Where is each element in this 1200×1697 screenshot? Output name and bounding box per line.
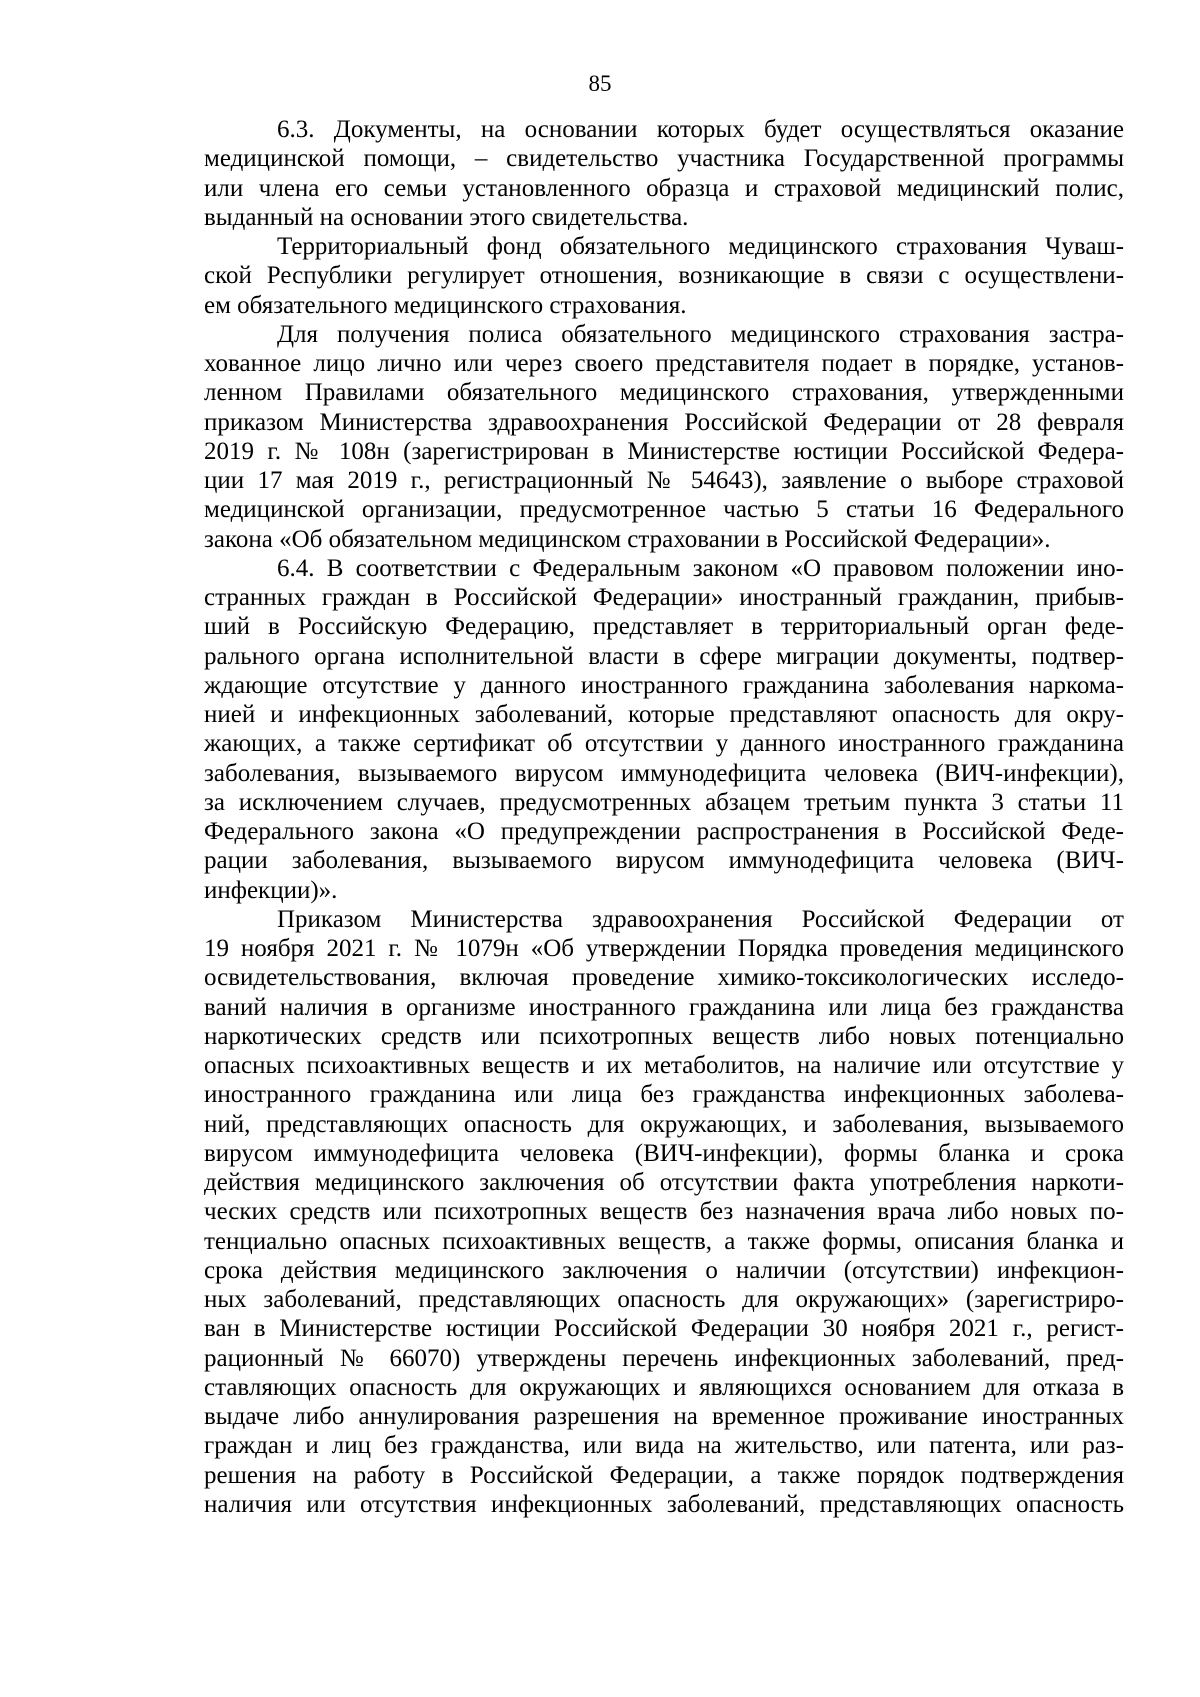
text-line: ленном Правилами обязательного медицинского страхования, утвержденными bbox=[204, 379, 1124, 407]
text-line: Территориальный фонд обязательного медицинского страхования Чуваш- bbox=[277, 233, 1124, 260]
text-line: странных граждан в Российской Федерации» иностранный гражданин, прибыв- bbox=[204, 584, 1124, 611]
text-line: ставляющих опасность для окружающих и являющихся основанием для отказа в bbox=[204, 1373, 1124, 1401]
text-line: медицинской организации, предусмотренное частью 5 статьи 16 Федерального bbox=[204, 496, 1124, 524]
text-line: наличия или отсутствия инфекционных заболеваний, представляющих опасность bbox=[204, 1490, 1124, 1518]
text-line: наркотических средств или психотропных веществ либо новых потенциально bbox=[204, 1022, 1124, 1050]
text-line: Приказом Министерства здравоохранения Российской Федерации от bbox=[277, 905, 1124, 933]
text-line: ческих средств или психотропных веществ без назначения врача либо новых по- bbox=[204, 1198, 1124, 1226]
text-line: срока действия медицинского заключения о наличии (отсутствии) инфекцион- bbox=[204, 1256, 1124, 1284]
text-line: инфекции)». bbox=[204, 876, 338, 904]
text-line: ваний наличия в организме иностранного гражданина или лица без гражданства bbox=[204, 993, 1124, 1021]
text-line: нией и инфекционных заболеваний, которые представляют опасность для окру- bbox=[204, 701, 1124, 728]
text-line: медицинской помощи, – свидетельство участника Государственной программы bbox=[204, 145, 1124, 173]
text-line: ных заболеваний, представляющих опасность для окружающих» (зарегистриро- bbox=[204, 1286, 1124, 1313]
text-line: вирусом иммунодефицита человека (ВИЧ-инфекции), формы бланка и срока bbox=[204, 1139, 1124, 1167]
text-line: освидетельствования, включая проведение химико-токсикологических исследо- bbox=[204, 964, 1124, 992]
text-line: выданный на основании этого свидетельства. bbox=[204, 203, 689, 231]
text-line: тенциально опасных психоактивных веществ, а также формы, описания бланка и bbox=[204, 1227, 1124, 1255]
text-line: Для получения полиса обязательного медицинского страхования застра- bbox=[277, 320, 1124, 348]
text-line: ван в Министерстве юстиции Российской Федерации 30 ноября 2021 г., регист- bbox=[204, 1315, 1124, 1343]
text-line: Федерального закона «О предупреждении распространения в Российской Феде- bbox=[204, 818, 1124, 845]
text-line: ждающие отсутствие у данного иностранного гражданина заболевания наркома- bbox=[204, 671, 1124, 699]
text-line: или члена его семьи установленного образца и страховой медицинский полис, bbox=[204, 174, 1124, 202]
text-line: рации заболевания, вызываемого вирусом иммунодефицита человека (ВИЧ- bbox=[204, 847, 1124, 875]
text-line: иностранного гражданина или лица без гражданства инфекционных заболева- bbox=[204, 1081, 1124, 1109]
page-number: 85 bbox=[588, 71, 612, 96]
text-line: граждан и лиц без гражданства, или вида на жительство, или патента, или раз- bbox=[204, 1432, 1124, 1460]
text-line: ской Республики регулирует отношения, возникающие в связи с осуществлени- bbox=[204, 262, 1124, 290]
text-line: ший в Российскую Федерацию, представляет в территориальный орган феде- bbox=[204, 613, 1124, 641]
text-line: ний, представляющих опасность для окружающих, и заболевания, вызываемого bbox=[204, 1110, 1124, 1138]
text-line: 6.4. В соответствии с Федеральным законом «О правовом положении ино- bbox=[277, 554, 1124, 582]
text-line: хованное лицо лично или через своего представителя подает в порядке, установ- bbox=[204, 350, 1124, 377]
text-line: 19 ноября 2021 г. № 1079н «Об утверждении Порядка проведения медицинского bbox=[204, 935, 1124, 962]
text-line: рационный № 66070) утверждены перечень инфекционных заболеваний, пред- bbox=[204, 1344, 1124, 1372]
text-line: решения на работу в Российской Федерации, а также порядок подтверждения bbox=[204, 1461, 1124, 1489]
text-line: за исключением случаев, предусмотренных абзацем третьим пункта 3 статьи 11 bbox=[204, 788, 1124, 816]
text-line: 2019 г. № 108н (зарегистрирован в Министерстве юстиции Российской Федера- bbox=[204, 437, 1124, 465]
text-line: заболевания, вызываемого вирусом иммунодефицита человека (ВИЧ-инфекции), bbox=[204, 759, 1124, 787]
text-line: приказом Министерства здравоохранения Российской Федерации от 28 февраля bbox=[204, 408, 1124, 436]
text-line: выдаче либо аннулирования разрешения на временное проживание иностранных bbox=[204, 1403, 1124, 1430]
document-body bbox=[204, 115, 1124, 1519]
text-line: рального органа исполнительной власти в сфере миграции документы, подтвер- bbox=[204, 642, 1124, 670]
text-line: ем обязательного медицинского страхования. bbox=[204, 291, 687, 319]
text-line: жающих, а также сертификат об отсутствии у данного иностранного гражданина bbox=[204, 730, 1124, 758]
text-line: ции 17 мая 2019 г., регистрационный № 54643), заявление о выборе страховой bbox=[204, 467, 1124, 494]
text-line: закона «Об обязательном медицинском страховании в Российской Федерации». bbox=[204, 525, 1051, 553]
text-line: действия медицинского заключения об отсутствии факта употребления наркоти- bbox=[204, 1169, 1124, 1196]
text-line: 6.3. Документы, на основании которых будет осуществляться оказание bbox=[277, 116, 1124, 143]
text-line: опасных психоактивных веществ и их метаболитов, на наличие или отсутствие у bbox=[204, 1052, 1124, 1079]
